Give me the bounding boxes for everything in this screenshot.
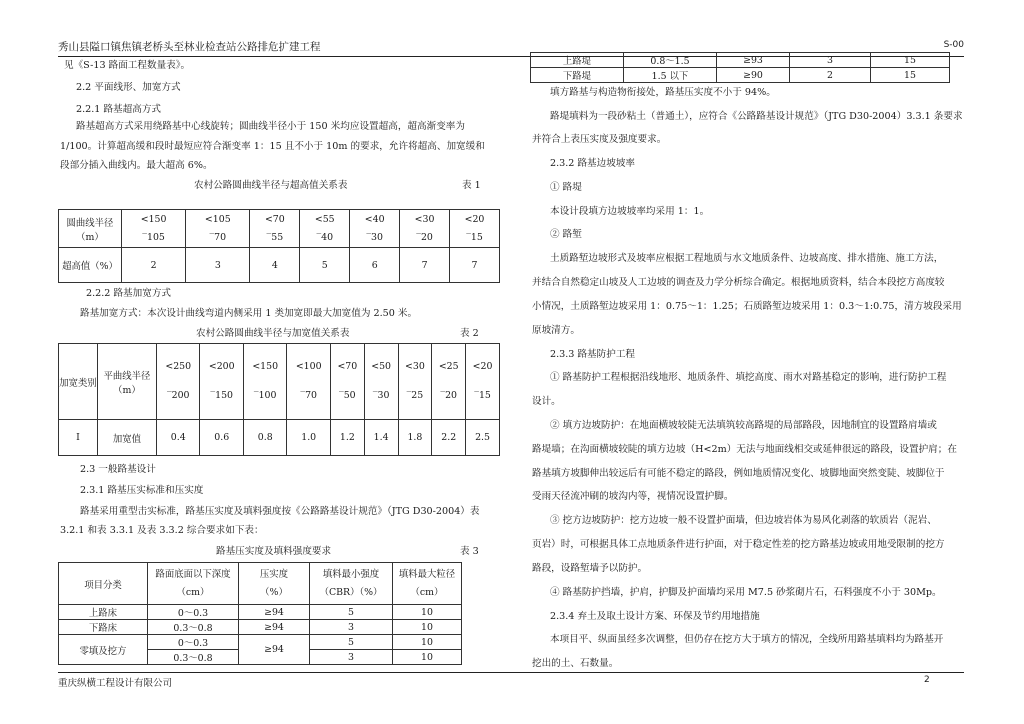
text-line: 小情况，土质路堑边坡采用 1：0.75～1：1.25；石质路堑边坡采用 1：0.3～1:0.75，清方坡段采用	[532, 301, 962, 312]
text-line: 设计。	[532, 396, 561, 407]
table1-cell: 6	[350, 248, 400, 283]
section-heading: 2.2.2 路基加宽方式	[86, 288, 172, 299]
table3-header: 填料最小强度 （CBR）（%）	[310, 563, 393, 605]
table2-cell: <150 ‾100	[243, 344, 286, 420]
text-line: 页岩）时，可根据具体工点地质条件进行护面，对于稳定性差的挖方路基边坡或用地受限制的挖方	[532, 539, 945, 550]
section-heading: 2.3.2 路基边坡坡率	[550, 158, 636, 169]
table2-cell: 0.6	[200, 420, 243, 456]
text-line: 段部分插入曲线内。最大超高 6%。	[60, 160, 213, 171]
table2-label: 表 2	[460, 328, 479, 339]
text-line: 本项目平、纵面虽经多次调整，但仍存在挖方大于填方的情况，全线所用路基填料均为路基开	[550, 634, 944, 645]
table3-header: 压实度 （%）	[239, 563, 310, 605]
table2-cell: 1.0	[287, 420, 330, 456]
table3-cell: 上路床	[59, 605, 148, 620]
section-heading: 2.2 平面线形、加宽方式	[76, 82, 181, 93]
table1-cell: 7	[450, 248, 500, 283]
table2-cell: 0.8	[243, 420, 286, 456]
table3-header: 填料最大粒径 （cm）	[393, 563, 462, 605]
text-line: 受雨天径流冲刷的坡沟内等，视情况设置护脚。	[532, 491, 734, 502]
text-line: ① 路堤	[550, 182, 582, 193]
project-title: 秀山县隘口镇焦镇老桥头至林业检查站公路排危扩建工程	[58, 41, 321, 53]
table2-row-name: 加宽值	[98, 420, 157, 456]
table3-cell: 10	[393, 650, 462, 665]
text-line: ③ 挖方边坡防护：挖方边坡一般不设置护面墙，但边坡岩体为易风化剥落的软质岩（泥岩、	[550, 515, 937, 526]
section-heading: 2.3.4 弃土及取土设计方案、环保及节约用地措施	[550, 611, 760, 622]
page-number: 2	[924, 675, 930, 685]
table3-cell: 上路堤	[531, 53, 624, 68]
table2-cell: 2.2	[432, 420, 466, 456]
table3-cell: 2	[790, 68, 871, 83]
table3-cell: ≥93	[717, 53, 790, 68]
table3-cell: 0.3～0.8	[148, 650, 239, 665]
text-line: 并符合上表压实度及强度要求。	[532, 134, 667, 145]
table3-cell: ≥90	[717, 68, 790, 83]
table3-cell: 5	[310, 605, 393, 620]
table3-cell: 15	[871, 68, 950, 83]
text-line: 3.2.1 和表 3.3.1 及表 3.3.2 综合要求如下表：	[60, 525, 264, 536]
text-line: 路基填方坡脚伸出较远后有可能不稳定的路段，例如地质情况变化、坡脚地面突然变陡、坡脚位于	[532, 468, 945, 479]
table3-cell: 5	[310, 635, 393, 650]
table3-continued	[530, 52, 950, 83]
text-line: ② 填方边坡防护：在地面横坡较陡无法填筑较高路堤的局部路段，因地制宜的设置路肩墙或	[550, 420, 937, 431]
text-line: ④ 路基防护挡墙，护肩，护脚及护面墙均采用 M7.5 砂浆砌片石，石料强度不小于 30Mp。	[550, 587, 942, 598]
table3-cell: 10	[393, 605, 462, 620]
table1-cell: <70 ‾55	[250, 210, 300, 248]
section-heading: 2.3.3 路基防护工程	[550, 349, 636, 360]
text-line: 路基超高方式采用绕路基中心线旋转；圆曲线半径小于 150 米均应设置超高，超高渐变率为	[76, 121, 465, 132]
table1-cell: <20 ‾15	[450, 210, 500, 248]
text-line: 土质路堑边坡形式及坡率应根据工程地质与水文地质条件、边坡高度、排水措施、施工方法，	[550, 253, 944, 264]
table3-label: 表 3	[460, 546, 479, 557]
table1-cell: <55 ‾40	[300, 210, 350, 248]
table2-cell: <250 ‾200	[157, 344, 200, 420]
table2-class-value: I	[59, 420, 98, 456]
table1	[58, 209, 500, 283]
table3-cell: 0～0.3	[148, 635, 239, 650]
company-name: 重庆纵横工程设计有限公司	[58, 678, 173, 689]
text-line: 路基加宽方式：本次设计曲线弯道内侧采用 1 类加宽即最大加宽值为 2.50 米。	[80, 308, 418, 319]
table3-cell: 0～0.3	[148, 605, 239, 620]
table1-cell: <105 ‾70	[186, 210, 250, 248]
text-line: 路堤墙；在沟面横坡较陡的填方边坡（H<2m）无法与地面线相交或延伸很远的路段，设置护肩；在	[532, 444, 957, 455]
text-line: 挖出的土、石数量。	[532, 658, 619, 669]
table2-cell: 1.8	[398, 420, 432, 456]
table2-cell: 1.4	[364, 420, 398, 456]
table2-head-radius: 平曲线半径（m）	[98, 344, 157, 420]
text-line: 见《S-13 路面工程数量表》。	[64, 60, 191, 71]
text-line: ② 路堑	[550, 229, 582, 240]
table2-cell: 2.5	[466, 420, 500, 456]
table3-cell: 零填及挖方	[59, 635, 148, 665]
section-heading: 2.3 一般路基设计	[80, 464, 156, 475]
table1-caption: 农村公路圆曲线半径与超高值关系表	[194, 180, 348, 191]
table1-cell: <40 ‾30	[350, 210, 400, 248]
text-line: 并结合自然稳定山坡及人工边坡的调查及力学分析综合确定。根据地质资料，结合本段挖方高度较	[532, 277, 945, 288]
table1-head-superelevation: 超高值（%）	[59, 248, 122, 283]
table3-cell: 3	[310, 650, 393, 665]
table3-cell: ≥94	[239, 635, 310, 665]
table3-cell: 10	[393, 620, 462, 635]
table3-cell: 10	[393, 635, 462, 650]
section-heading: 2.2.1 路基超高方式	[76, 104, 162, 115]
text-line: 路基采用重型击实标准，路基压实度及填料强度按《公路路基设计规范》（JTG D30-2004）表	[80, 506, 480, 517]
page-footer	[58, 672, 964, 687]
text-line: 本设计段填方边坡坡率均采用 1：1。	[550, 206, 710, 217]
text-line: 填方路基与构造物衔接处，路基压实度不小于 94%。	[550, 87, 776, 98]
table2-cell: <25 ‾20	[432, 344, 466, 420]
table1-cell: <150 ‾105	[122, 210, 186, 248]
text-line: 1/100。计算超高缓和段时最短应符合渐变率 1：15 且不小于 10m 的要求，允许将超高、加宽缓和	[60, 141, 485, 152]
text-line: 原坡清方。	[532, 325, 580, 336]
table2	[58, 343, 500, 456]
table3-caption: 路基压实度及填料强度要求	[216, 546, 332, 557]
table1-label: 表 1	[462, 180, 481, 191]
table1-cell: 4	[250, 248, 300, 283]
table2-head-class: 加宽类别	[59, 344, 98, 420]
table3-cell: 下路堤	[531, 68, 624, 83]
table3-cell: 0.3～0.8	[148, 620, 239, 635]
table3-cell: ≥94	[239, 605, 310, 620]
table2-caption: 农村公路圆曲线半径与加宽值关系表	[196, 328, 350, 339]
text-line: 路堤填料为一段砂粘土（普通土），应符合《公路路基设计规范》（JTG D30-2004）3.3.1 条要求	[550, 111, 963, 122]
table1-cell: 7	[400, 248, 450, 283]
table3-cell: 3	[310, 620, 393, 635]
text-line: ① 路基防护工程根据沿线地形、地质条件、填挖高度、雨水对路基稳定的影响，进行防护工程	[550, 372, 947, 383]
table2-cell: 0.4	[157, 420, 200, 456]
table2-cell: 1.2	[330, 420, 364, 456]
table3-header: 路面底面以下深度 （cm）	[148, 563, 239, 605]
text-line: 路段，设路堑墙予以防护。	[532, 563, 648, 574]
table1-head-radius: 圆曲线半径（m）	[59, 210, 122, 248]
table3-cell: 3	[790, 53, 871, 68]
table2-cell: <30 ‾25	[398, 344, 432, 420]
table3	[58, 562, 462, 665]
table2-cell: <100 ‾70	[287, 344, 330, 420]
table3-header: 项目分类	[59, 563, 148, 605]
table2-cell: <20 ‾15	[466, 344, 500, 420]
table3-cell: 0.8～1.5	[624, 53, 717, 68]
table2-cell: <70 ‾50	[330, 344, 364, 420]
table1-cell: <30 ‾20	[400, 210, 450, 248]
table1-cell: 2	[122, 248, 186, 283]
table2-cell: <50 ‾30	[364, 344, 398, 420]
table3-cell: ≥94	[239, 620, 310, 635]
table3-cell: 下路床	[59, 620, 148, 635]
table1-cell: 5	[300, 248, 350, 283]
table2-cell: <200 ‾150	[200, 344, 243, 420]
table3-cell: 15	[871, 53, 950, 68]
section-heading: 2.3.1 路基压实标准和压实度	[80, 485, 204, 496]
table3-cell: 1.5 以下	[624, 68, 717, 83]
sheet-code: S-00	[943, 40, 964, 50]
table1-cell: 3	[186, 248, 250, 283]
